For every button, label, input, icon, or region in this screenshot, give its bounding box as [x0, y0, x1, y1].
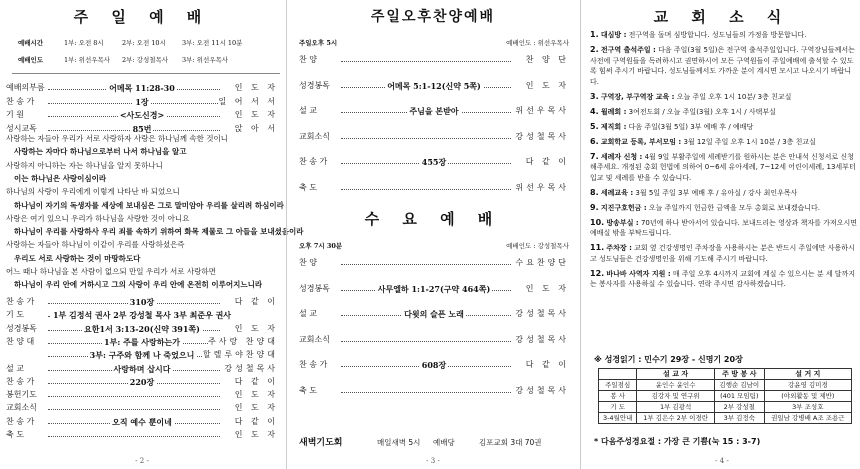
news-text: 매 주일 오후 4시까지 교회에 계실 수 있으시는 분 세 달까지는 봉사자를 사용하실 수 있습니다. 연락 주시면 감사하겠습니다.	[590, 269, 856, 288]
afternoon-leader: 예배인도 : 위선우목사	[506, 39, 569, 47]
order-person: 인 도 자	[234, 390, 278, 400]
order-person: 주사랑 찬양대	[208, 336, 278, 346]
wednesday-title: 수 요 예 배	[364, 210, 502, 228]
order-person: 인 도 자	[525, 80, 569, 90]
column-divider	[286, 0, 287, 469]
order-person: 인 도 자	[525, 283, 569, 293]
leader-dots	[48, 436, 220, 437]
order-label: 봉헌기도	[6, 390, 37, 400]
page-number: - 2 -	[135, 457, 149, 465]
news-item	[590, 269, 858, 290]
news-item	[590, 152, 858, 184]
order-person: 일 어 서 서	[218, 96, 278, 106]
order-label: 찬 송 가	[299, 157, 328, 166]
news-heading: 대심방 :	[600, 31, 627, 39]
order-label: 찬 송 가	[299, 360, 328, 369]
reading-leader: 사랑하지 아니하는 자는 하나님을 알지 못하나니	[6, 160, 163, 170]
news-item	[590, 92, 858, 103]
news-item	[590, 122, 858, 133]
news-number: 8.	[590, 187, 599, 197]
news-text: 다음 주일(3월 5일)은 전구역 출석주일입니다. 구역장님들께서는 사전에 구역원들을 독려하시고 권면하시어 모든 구역원들이 주일예배에 출석할 수 있도록 힘써 주시기 바랍니다. 성도님들께서도 가까운 분이 계시면 모시고 나오시기 바랍니다.	[590, 46, 855, 86]
order-person: 인 도 자	[234, 430, 278, 439]
order-label: 축 도	[6, 430, 24, 439]
reading-leader: 사랑하는 자들아 하나님이 이같이 우리를 사랑하셨은즉	[6, 240, 185, 250]
page-title: 주 일 예 배	[73, 8, 211, 26]
order-label: 찬 양	[299, 55, 317, 64]
news-item	[590, 107, 858, 118]
order-label: 교회소식	[299, 131, 330, 141]
duty-corner	[599, 369, 637, 380]
news-number: 10.	[590, 217, 605, 227]
news-number: 1.	[590, 30, 599, 39]
wednesday-time: 오후 7시 30분	[299, 242, 343, 250]
leader-dots	[48, 396, 220, 397]
time-3: 3부: 오전 11시 10분	[182, 39, 243, 47]
order-label: 찬 송 가	[6, 96, 35, 106]
order-label: 교회소식	[6, 403, 37, 413]
order-content: 사랑하며 삽시다	[113, 363, 171, 374]
order-content: 다윗의 슬픈 노래	[404, 309, 464, 319]
news-number: 11.	[590, 243, 605, 252]
reading-congregation: 이는 하나님은 사랑이심이라	[14, 173, 107, 183]
duty-table	[598, 368, 852, 424]
order-label: 예배의부름	[6, 83, 45, 92]
duty-cell: 2부 강성철	[714, 402, 764, 413]
church-news-page	[584, 0, 860, 469]
leader-1: 1부: 위선우목사	[64, 56, 111, 64]
reading-leader: 사랑하는 자들아 우리가 서로 사랑하자 사랑은 하나님께 속한 것이니	[6, 134, 228, 143]
order-content: 85번	[132, 123, 152, 134]
page-number: - 3 -	[426, 457, 440, 465]
time-2: 2부: 오전 10시	[122, 39, 166, 47]
news-heading: 주차장 :	[606, 244, 632, 252]
news-text: 다음 주일(3월 5일) 3부 예배 후 / 예배당	[628, 122, 754, 131]
order-label: 찬 송 가	[6, 297, 35, 306]
duty-cell: (401 모임팀)	[714, 391, 764, 402]
news-number: 6.	[590, 136, 599, 146]
news-text: 오늘 주일까지 헌금한 금액을 모두 총회로 보내겠습니다.	[648, 203, 820, 212]
order-content: 1부 김정석 권사 2부 강성철 목사 3부 최준우 권사	[52, 310, 232, 321]
news-heading: 전구역 출석주일 :	[600, 46, 656, 54]
evening-worship-page	[289, 0, 577, 469]
news-number: 9.	[590, 202, 599, 212]
news-heading: 방송부실 :	[606, 218, 639, 227]
order-person: 인 도 자	[234, 110, 278, 119]
duty-col-1: 설 교 자	[637, 369, 715, 380]
order-label: 찬 송 가	[6, 376, 35, 386]
reading-congregation: 하나님이 우리를 사랑하사 우리 죄를 속하기 위하여 화목 제물로 그 아들을 보내셨음이라	[14, 227, 304, 237]
order-content: 455장	[421, 157, 447, 167]
order-label: 찬 양	[299, 258, 317, 267]
order-content: 요한1서 3:13-20(신약 391쪽)	[84, 323, 200, 334]
order-label: 기 원	[6, 110, 24, 119]
afternoon-title: 주일오후찬양예배	[370, 9, 496, 25]
order-person: 강성철목사	[515, 131, 569, 141]
divider	[12, 73, 280, 74]
duty-cell: 윤인수 윤인수	[637, 380, 715, 391]
order-content: 주님을 본받아	[409, 106, 459, 116]
news-text: 오늘 주일 오후 1시 10분/ 3층 친교실	[676, 92, 792, 101]
leader-dots	[341, 189, 511, 190]
memory-verse: * 다음주성경요절 : 가장 큰 기쁨(눅 15 : 3-7)	[594, 437, 761, 446]
duty-row-label: 기 도	[599, 402, 637, 413]
news-text: 4월 9일 부활주일에 세례받기를 원하시는 분은 안내석 신청서로 신청해주세요. 개정된 총회 헌법에 의하여 0~6세 유아세례, 7~12세 어린이세례, 13세부터 입교 및 세례를 받을 수 있습니다.	[590, 152, 856, 182]
news-text: 3여전도회 / 오늘 주일(3월) 오후 1시 / 사택부실	[628, 107, 776, 116]
news-text: 교회 옆 건강생명인 주차장을 사용하시는 분은 반드시 주일에만 사용하시고 성도님들은 건강생명인을 위해 기도해 주시기 바랍니다.	[590, 244, 855, 263]
order-person: 다 같 이	[234, 376, 278, 386]
order-label: 성시교독	[6, 123, 37, 133]
order-content: <사도신경>	[119, 110, 165, 120]
time-1: 1부: 오전 8시	[64, 39, 104, 47]
order-content: 1부: 주를 사랑하는가	[104, 336, 180, 347]
news-number: 7.	[590, 151, 599, 161]
duty-col-2: 주 방 봉 사	[714, 369, 764, 380]
duty-cell: 김강자 및 연구위	[637, 391, 715, 402]
order-content: 1장	[135, 96, 149, 107]
news-text: 70년에 하나 받아서어 있습니다. 보내드리는 영상과 책자를 가져오시면 예배실 밖을 부탁드립니다.	[590, 218, 857, 237]
order-content: 3부: 구주와 함께 나 죽었으니	[89, 350, 195, 361]
order-content: 오직 예수 뿐이네	[112, 416, 172, 427]
news-number: 3.	[590, 91, 599, 101]
news-text: 3월 5일 주일 3부 예배 후 / 유아실 / 강사 최인우목사	[635, 188, 798, 197]
duty-cell: 3부 김정숙	[714, 413, 764, 424]
order-content: 220장	[129, 376, 155, 387]
news-text: 3월 12일 주일 오후 1시 10분 / 3층 친교실	[683, 137, 816, 146]
news-number: 5.	[590, 121, 599, 131]
leader-dots	[341, 341, 511, 342]
dawn-prayer-note: 김포교회 3대 70권	[479, 438, 542, 447]
reading-congregation: 우리도 서로 사랑하는 것이 마땅하도다	[14, 253, 141, 263]
order-person: 인 도 자	[234, 403, 278, 413]
dawn-prayer-time: 매일새벽 5시	[377, 438, 421, 447]
leader-3: 3부: 위선우목사	[182, 56, 229, 64]
order-person: 위선우목사	[515, 106, 569, 115]
news-title: 교 회 소 식	[653, 8, 791, 26]
leader-dots	[341, 138, 511, 139]
duty-cell: 1부 김광석	[637, 402, 715, 413]
leader-dots	[341, 264, 511, 265]
column-divider	[580, 0, 581, 469]
duty-cell: (야외활동 및 제반)	[764, 391, 851, 402]
order-person: 찬 양 단	[525, 55, 569, 64]
order-content: 사무엘하 1:1-27(구약 464쪽)	[377, 283, 491, 294]
news-heading: 월례회 :	[600, 107, 627, 116]
reading-congregation: 하나님이 자기의 독생자를 세상에 보내심은 그로 말미암아 우리를 살리려 하심이라	[14, 200, 284, 210]
duty-cell: 권일남 강병배 A조 조용근	[764, 413, 851, 424]
leader-dots	[341, 61, 511, 62]
order-label: 설 교	[299, 106, 317, 115]
duty-col-3: 설 거 지	[764, 369, 851, 380]
news-number: 2.	[590, 45, 599, 54]
news-heading: 교회학교 등록, 부서모임 :	[600, 137, 682, 146]
duty-row	[599, 391, 852, 402]
order-person: 할렐루야찬양대	[202, 350, 278, 360]
order-label: 교회소식	[299, 334, 330, 344]
order-content: 어메목 5:1-12(신약 5쪽)	[387, 80, 481, 91]
order-person: 강성철목사	[515, 309, 569, 318]
order-label: 성경봉독	[299, 80, 330, 90]
leader-2: 2부: 강성철목사	[122, 56, 169, 64]
order-person: 강성철목사	[515, 385, 569, 395]
order-label: 찬 송 가	[6, 416, 35, 426]
order-label: 축 도	[299, 385, 317, 395]
duty-row	[599, 413, 852, 424]
order-label: 찬 양 대	[6, 336, 35, 346]
news-text: 전구역을 돌며 심방합니다. 성도님들의 가정을 방문합니다.	[628, 31, 807, 39]
order-person: 앉 아 서	[234, 123, 278, 133]
order-person: 다 같 이	[525, 157, 569, 166]
order-person: 다 같 이	[234, 416, 278, 426]
bible-reading-heading: ※ 성경읽기 : 민수기 29장 - 신명기 20장	[594, 355, 743, 364]
news-heading: 세례자 신청 :	[600, 152, 643, 161]
order-person: 다 같 이	[234, 297, 278, 306]
order-label: 성경봉독	[6, 323, 37, 333]
reading-congregation: 하나님이 우리 안에 거하시고 그의 사랑이 우리 안에 온전히 이루어지느니라	[14, 280, 263, 290]
order-person: 수요찬양단	[515, 258, 569, 267]
duty-row-label: 봉 사	[599, 391, 637, 402]
order-label: 기 도	[6, 310, 24, 320]
reading-leader: 사랑은 여기 있으니 우리가 하나님을 사랑한 것이 아니요	[6, 213, 190, 223]
order-person: 위선우목사	[515, 182, 569, 192]
duty-cell: 김행순 김남이	[714, 380, 764, 391]
reading-congregation: 사랑하는 자마다 하나님으로부터 나서 하나님을 알고	[14, 147, 187, 157]
news-number: 4.	[590, 106, 599, 116]
order-content: 어메목 11:28-30	[109, 83, 175, 93]
order-label: 축 도	[299, 182, 317, 192]
duty-row-label: 3-4월안내	[599, 413, 637, 424]
order-label: 설 교	[6, 363, 24, 373]
duty-row	[599, 380, 852, 391]
news-item	[590, 203, 858, 214]
news-heading: 지진구호헌금 :	[600, 203, 647, 212]
duty-row-label: 주일점심	[599, 380, 637, 391]
afternoon-time: 주일오후 5시	[299, 39, 338, 47]
order-person: 인 도 자	[234, 323, 278, 333]
duty-cell: 1부 김은수 2부 이경란	[637, 413, 715, 424]
duty-row	[599, 402, 852, 413]
news-heading: 제직회 :	[600, 122, 627, 131]
news-item	[590, 218, 858, 239]
news-item	[590, 45, 858, 87]
news-heading: 바나바 사역자 지원 :	[606, 269, 671, 278]
order-content-wrap	[6, 311, 278, 319]
order-person: 다 같 이	[525, 360, 569, 369]
wednesday-leader: 예배인도 : 강성철목사	[506, 242, 569, 250]
news-item	[590, 30, 858, 41]
news-item	[590, 243, 858, 264]
news-number: 12.	[590, 268, 605, 278]
times-label: 예배시간	[18, 39, 44, 47]
order-label: 성경봉독	[299, 283, 330, 293]
leaders-label: 예배인도	[18, 56, 44, 64]
news-item	[590, 137, 858, 148]
news-heading: 구역장, 부구역장 교육 :	[600, 92, 675, 101]
order-content: 310장	[129, 297, 155, 307]
news-heading: 세례교육 :	[600, 188, 634, 197]
reading-leader: 하나님의 사랑이 우리에게 이렇게 나타난 바 되었으니	[6, 187, 180, 197]
leader-dots	[48, 409, 220, 410]
order-person: 인 도 자	[234, 83, 278, 92]
order-person: 강성철목사	[224, 363, 278, 373]
dawn-prayer-place: 예배당	[433, 438, 455, 447]
order-person: 강성철목사	[515, 334, 569, 344]
order-label: 설 교	[299, 309, 317, 318]
news-item	[590, 188, 858, 199]
leader-dots	[341, 392, 511, 393]
reading-leader: 어느 때나 하나님을 본 사람이 없으되 만일 우리가 서로 사랑하면	[6, 267, 216, 276]
duty-header-row	[599, 369, 852, 380]
duty-cell: 3부 조성호	[764, 402, 851, 413]
order-content: 608장	[421, 360, 447, 370]
duty-cell: 강윤영 김미경	[764, 380, 851, 391]
dawn-prayer-label: 새벽기도회	[299, 438, 343, 448]
page-number: - 4 -	[715, 457, 729, 465]
sunday-worship-page	[0, 0, 304, 469]
